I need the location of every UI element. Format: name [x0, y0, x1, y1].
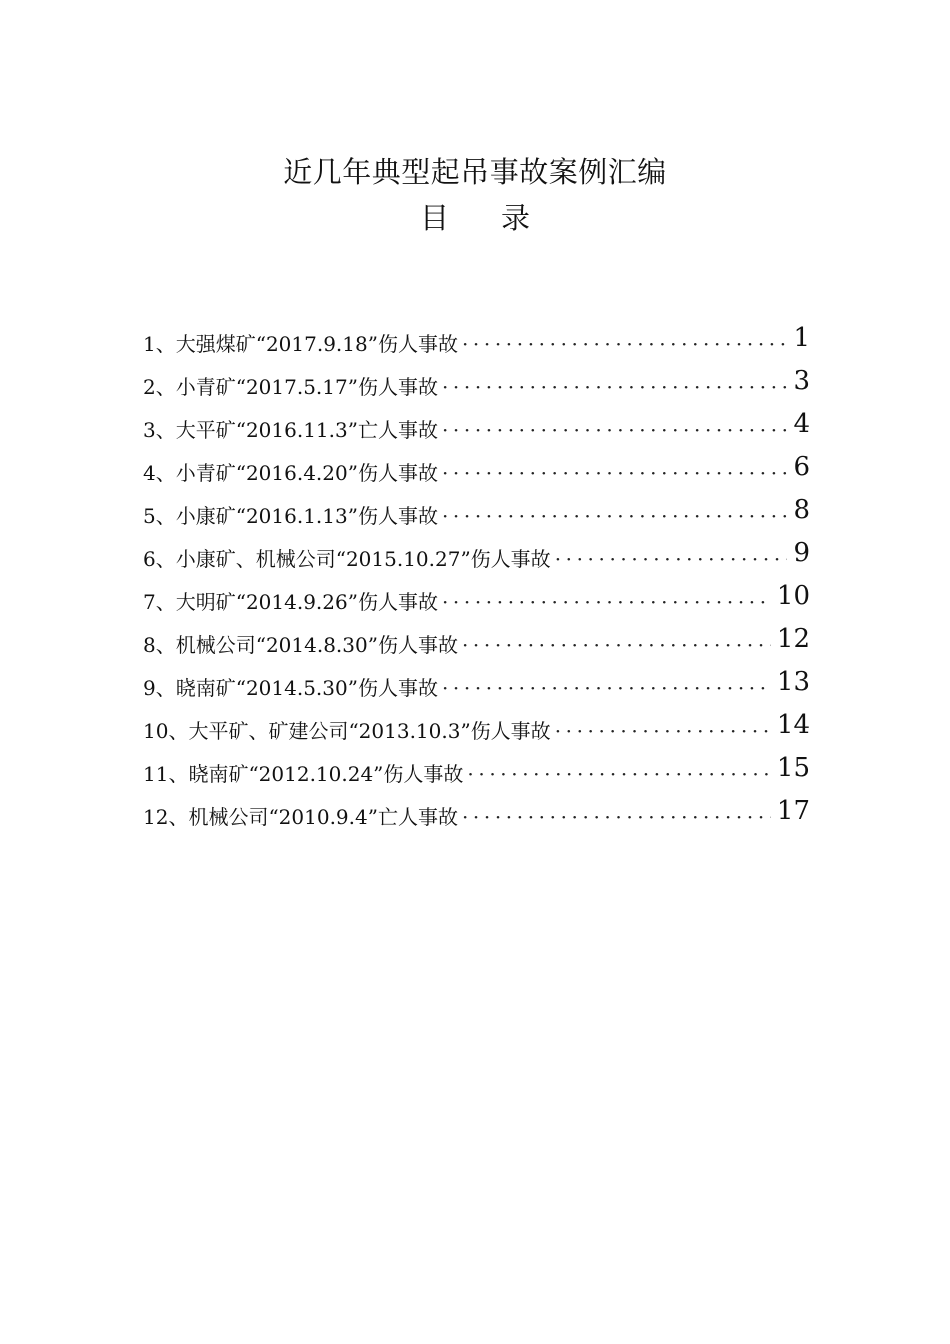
- toc-entry-page: 10: [776, 581, 810, 611]
- toc-dot-leader: [442, 417, 787, 445]
- toc-entry[interactable]: [143, 789, 810, 832]
- toc-entry[interactable]: [143, 617, 810, 660]
- toc-entry[interactable]: [143, 531, 810, 574]
- toc-entry-title: 10、大平矿、矿建公司“2013.10.3”伤人事故: [143, 719, 551, 743]
- toc-entry-page: 8: [793, 495, 810, 525]
- toc-entry-title: 5、小康矿“2016.1.13”伤人事故: [143, 504, 438, 528]
- toc-dot-leader: [462, 804, 771, 832]
- toc-dot-leader: [462, 331, 787, 359]
- toc-entry[interactable]: [143, 402, 810, 445]
- toc-dot-leader: [442, 460, 787, 488]
- toc-dot-leader: [442, 589, 771, 617]
- toc-entry-title: 11、晓南矿“2012.10.24”伤人事故: [143, 762, 464, 786]
- toc-entry-page: 12: [776, 624, 810, 654]
- toc-entry-title: 2、小青矿“2017.5.17”伤人事故: [143, 375, 438, 399]
- toc-entry-page: 13: [776, 667, 810, 697]
- toc-entry-page: 1: [793, 323, 810, 353]
- toc-dot-leader: [555, 718, 771, 746]
- toc-entry-page: 17: [776, 796, 810, 826]
- toc-entry[interactable]: [143, 316, 810, 359]
- document-title: 近几年典型起吊事故案例汇编: [283, 155, 667, 189]
- table-of-contents: [143, 316, 810, 832]
- toc-entry-page: 6: [793, 452, 810, 482]
- toc-entry-page: 9: [793, 538, 810, 568]
- toc-entry-title: 7、大明矿“2014.9.26”伤人事故: [143, 590, 438, 614]
- toc-dot-leader: [555, 546, 788, 574]
- toc-entry[interactable]: [143, 703, 810, 746]
- toc-entry-page: 3: [793, 366, 810, 396]
- toc-dot-leader: [442, 374, 787, 402]
- toc-dot-leader: [462, 632, 771, 660]
- toc-dot-leader: [467, 761, 770, 789]
- toc-entry-title: 8、机械公司“2014.8.30”伤人事故: [143, 633, 458, 657]
- toc-entry-title: 4、小青矿“2016.4.20”伤人事故: [143, 461, 438, 485]
- toc-entry-page: 4: [793, 409, 810, 439]
- toc-entry-title: 3、大平矿“2016.11.3”亡人事故: [143, 418, 438, 442]
- toc-dot-leader: [442, 675, 771, 703]
- toc-entry[interactable]: [143, 660, 810, 703]
- toc-entry-page: 14: [776, 710, 810, 740]
- toc-heading: 目录: [419, 201, 582, 235]
- toc-entry-title: 12、机械公司“2010.9.4”亡人事故: [143, 805, 458, 829]
- toc-entry[interactable]: [143, 359, 810, 402]
- toc-entry[interactable]: [143, 746, 810, 789]
- toc-entry[interactable]: [143, 574, 810, 617]
- toc-entry-title: 9、晓南矿“2014.5.30”伤人事故: [143, 676, 438, 700]
- toc-entry-page: 15: [776, 753, 810, 783]
- toc-entry[interactable]: [143, 488, 810, 531]
- toc-entry-title: 6、小康矿、机械公司“2015.10.27”伤人事故: [143, 547, 551, 571]
- toc-entry-title: 1、大强煤矿“2017.9.18”伤人事故: [143, 332, 458, 356]
- toc-dot-leader: [442, 503, 787, 531]
- toc-entry[interactable]: [143, 445, 810, 488]
